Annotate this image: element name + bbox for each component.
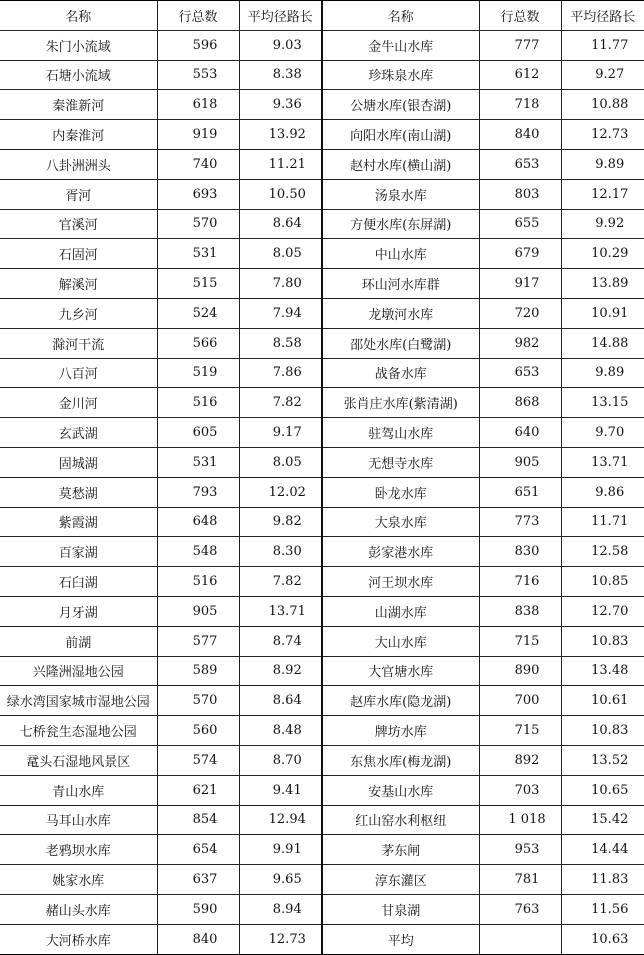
row-count-right-cell: 651 [479, 477, 561, 507]
name-right-cell: 大泉水库 [322, 507, 479, 537]
name-left-cell: 八百河 [0, 358, 157, 388]
avg-path-right-cell: 11.56 [561, 894, 644, 924]
avg-path-left-cell: 8.92 [239, 656, 322, 686]
name-left-cell: 石固河 [0, 239, 157, 269]
table-row [0, 269, 644, 299]
avg-path-left-cell: 10.50 [239, 179, 322, 209]
name-right-cell: 彭家港水库 [322, 537, 479, 567]
row-count-left-cell: 654 [157, 835, 239, 865]
table-row [0, 149, 644, 179]
table-row [0, 775, 644, 805]
table-row [0, 626, 644, 656]
avg-path-right-cell: 11.77 [561, 30, 644, 60]
header-name-right: 名称 [322, 1, 479, 31]
name-right-cell: 牌坊水库 [322, 716, 479, 746]
avg-path-right-cell: 10.85 [561, 567, 644, 597]
row-count-right-cell: 703 [479, 775, 561, 805]
row-count-right-cell: 917 [479, 269, 561, 299]
avg-path-right-cell: 10.65 [561, 775, 644, 805]
row-count-left-cell: 618 [157, 90, 239, 120]
name-right-cell: 驻驾山水库 [322, 418, 479, 448]
name-left-cell: 固城湖 [0, 447, 157, 477]
row-count-right-cell: 830 [479, 537, 561, 567]
table-row [0, 924, 644, 954]
row-count-left-cell: 637 [157, 865, 239, 895]
name-right-cell: 东焦水库(梅龙湖) [322, 745, 479, 775]
avg-path-right-cell: 9.92 [561, 209, 644, 239]
avg-path-left-cell: 9.65 [239, 865, 322, 895]
avg-path-right-cell: 12.73 [561, 120, 644, 150]
avg-path-left-cell: 12.94 [239, 805, 322, 835]
avg-path-right-cell: 9.86 [561, 477, 644, 507]
name-left-cell: 七桥瓮生态湿地公园 [0, 716, 157, 746]
table-row [0, 596, 644, 626]
name-right-cell: 公塘水库(银杏湖) [322, 90, 479, 120]
row-count-left-cell: 516 [157, 388, 239, 418]
row-count-right-cell: 700 [479, 686, 561, 716]
name-right-cell: 环山河水库群 [322, 269, 479, 299]
row-count-right-cell: 720 [479, 298, 561, 328]
row-count-right-cell: 715 [479, 626, 561, 656]
row-count-left-cell: 570 [157, 686, 239, 716]
avg-path-left-cell: 8.05 [239, 239, 322, 269]
avg-path-right-cell: 12.58 [561, 537, 644, 567]
row-count-left-cell: 919 [157, 120, 239, 150]
name-right-cell: 战备水库 [322, 358, 479, 388]
name-left-cell: 内秦淮河 [0, 120, 157, 150]
name-left-cell: 青山水库 [0, 775, 157, 805]
header-avg-path-right: 平均径路长 [561, 1, 644, 31]
row-count-right-cell: 640 [479, 418, 561, 448]
name-left-cell: 金川河 [0, 388, 157, 418]
name-right-cell: 珍珠泉水库 [322, 60, 479, 90]
table-row [0, 805, 644, 835]
name-right-cell: 安基山水库 [322, 775, 479, 805]
avg-path-left-cell: 9.36 [239, 90, 322, 120]
name-right-cell: 向阳水库(南山湖) [322, 120, 479, 150]
name-right-cell: 中山水库 [322, 239, 479, 269]
avg-path-right-cell: 9.89 [561, 358, 644, 388]
row-count-left-cell: 590 [157, 894, 239, 924]
row-count-right-cell: 716 [479, 567, 561, 597]
row-count-right-cell: 838 [479, 596, 561, 626]
name-left-cell: 官溪河 [0, 209, 157, 239]
name-left-cell: 百家湖 [0, 537, 157, 567]
row-count-left-cell: 621 [157, 775, 239, 805]
avg-path-right-cell: 12.70 [561, 596, 644, 626]
avg-path-left-cell: 8.05 [239, 447, 322, 477]
table-row [0, 656, 644, 686]
name-right-cell: 方便水库(东屏湖) [322, 209, 479, 239]
row-count-right-cell: 612 [479, 60, 561, 90]
row-count-left-cell: 515 [157, 269, 239, 299]
table-row [0, 388, 644, 418]
avg-path-right-cell: 10.88 [561, 90, 644, 120]
table-row [0, 358, 644, 388]
name-right-cell: 龙墩河水库 [322, 298, 479, 328]
row-count-right-cell: 777 [479, 30, 561, 60]
avg-path-left-cell: 8.64 [239, 209, 322, 239]
row-count-right-cell: 653 [479, 358, 561, 388]
name-right-cell: 淳东灌区 [322, 865, 479, 895]
name-left-cell: 胥河 [0, 179, 157, 209]
row-count-left-cell: 531 [157, 239, 239, 269]
name-left-cell: 石臼湖 [0, 567, 157, 597]
row-count-left-cell: 560 [157, 716, 239, 746]
name-right-cell: 山湖水库 [322, 596, 479, 626]
row-count-left-cell: 693 [157, 179, 239, 209]
avg-path-right-cell: 11.83 [561, 865, 644, 895]
name-right-cell: 无想寺水库 [322, 447, 479, 477]
avg-path-left-cell: 9.91 [239, 835, 322, 865]
avg-path-left-cell: 9.03 [239, 30, 322, 60]
table-row [0, 716, 644, 746]
avg-path-left-cell: 8.30 [239, 537, 322, 567]
name-left-cell: 绿水湾国家城市湿地公园 [0, 686, 157, 716]
avg-path-left-cell: 8.58 [239, 328, 322, 358]
row-count-right-cell: 982 [479, 328, 561, 358]
table-row [0, 537, 644, 567]
avg-path-left-cell: 8.74 [239, 626, 322, 656]
table-row [0, 239, 644, 269]
avg-path-right-cell: 14.88 [561, 328, 644, 358]
row-count-right-cell: 803 [479, 179, 561, 209]
avg-path-left-cell: 8.48 [239, 716, 322, 746]
avg-path-right-cell: 14.44 [561, 835, 644, 865]
avg-path-right-cell: 10.29 [561, 239, 644, 269]
row-count-right-cell: 773 [479, 507, 561, 537]
table-row [0, 179, 644, 209]
table-row [0, 120, 644, 150]
name-right-cell: 大官塘水库 [322, 656, 479, 686]
row-count-left-cell: 596 [157, 30, 239, 60]
name-left-cell: 兴隆洲湿地公园 [0, 656, 157, 686]
name-left-cell: 大河桥水库 [0, 924, 157, 954]
row-count-left-cell: 793 [157, 477, 239, 507]
row-count-left-cell: 553 [157, 60, 239, 90]
name-left-cell: 姚家水库 [0, 865, 157, 895]
table-row [0, 745, 644, 775]
avg-path-right-cell: 15.42 [561, 805, 644, 835]
row-count-left-cell: 589 [157, 656, 239, 686]
name-right-cell: 大山水库 [322, 626, 479, 656]
table-row [0, 507, 644, 537]
table-row [0, 90, 644, 120]
avg-path-right-cell: 9.89 [561, 149, 644, 179]
name-left-cell: 紫霞湖 [0, 507, 157, 537]
name-left-cell: 月牙湖 [0, 596, 157, 626]
table-row [0, 686, 644, 716]
avg-path-left-cell: 13.92 [239, 120, 322, 150]
row-count-right-cell: 718 [479, 90, 561, 120]
row-count-right-cell: 715 [479, 716, 561, 746]
name-right-cell: 赵库水库(隐龙湖) [322, 686, 479, 716]
row-count-left-cell: 566 [157, 328, 239, 358]
avg-path-left-cell: 8.94 [239, 894, 322, 924]
name-left-cell: 九乡河 [0, 298, 157, 328]
table-row [0, 328, 644, 358]
table-row [0, 30, 644, 60]
avg-path-right-cell: 10.83 [561, 716, 644, 746]
header-row-count-right: 行总数 [479, 1, 561, 31]
table-row [0, 209, 644, 239]
avg-path-left-cell: 12.73 [239, 924, 322, 954]
name-right-cell: 河王坝水库 [322, 567, 479, 597]
row-count-right-cell: 763 [479, 894, 561, 924]
name-right-cell: 汤泉水库 [322, 179, 479, 209]
row-count-left-cell: 516 [157, 567, 239, 597]
row-count-left-cell: 854 [157, 805, 239, 835]
name-left-cell: 马耳山水库 [0, 805, 157, 835]
row-count-left-cell: 524 [157, 298, 239, 328]
name-left-cell: 老鸦坝水库 [0, 835, 157, 865]
avg-path-right-cell: 10.83 [561, 626, 644, 656]
table-row [0, 567, 644, 597]
avg-path-right-cell: 10.91 [561, 298, 644, 328]
row-count-left-cell: 574 [157, 745, 239, 775]
table-body [0, 30, 644, 954]
row-count-left-cell: 519 [157, 358, 239, 388]
row-count-right-cell: 653 [479, 149, 561, 179]
row-count-right-cell: 679 [479, 239, 561, 269]
avg-path-left-cell: 9.41 [239, 775, 322, 805]
name-right-cell: 卧龙水库 [322, 477, 479, 507]
row-count-left-cell: 531 [157, 447, 239, 477]
avg-path-left-cell: 7.94 [239, 298, 322, 328]
avg-path-left-cell: 9.17 [239, 418, 322, 448]
avg-path-left-cell: 7.80 [239, 269, 322, 299]
name-left-cell: 赭山头水库 [0, 894, 157, 924]
row-count-right-cell: 892 [479, 745, 561, 775]
name-right-cell: 金牛山水库 [322, 30, 479, 60]
avg-path-left-cell: 8.70 [239, 745, 322, 775]
row-count-right-cell: 1 018 [479, 805, 561, 835]
table-row [0, 865, 644, 895]
row-count-right-cell [479, 924, 561, 954]
avg-path-left-cell: 12.02 [239, 477, 322, 507]
name-right-cell: 红山窑水利枢纽 [322, 805, 479, 835]
header-avg-path-left: 平均径路长 [239, 1, 322, 31]
name-right-cell: 赵村水库(横山湖) [322, 149, 479, 179]
avg-path-left-cell: 7.82 [239, 388, 322, 418]
row-count-right-cell: 953 [479, 835, 561, 865]
table-row [0, 447, 644, 477]
row-count-left-cell: 577 [157, 626, 239, 656]
header-row-count-left: 行总数 [157, 1, 239, 31]
avg-path-right-cell: 13.89 [561, 269, 644, 299]
avg-path-right-cell: 12.17 [561, 179, 644, 209]
row-count-right-cell: 781 [479, 865, 561, 895]
row-count-left-cell: 570 [157, 209, 239, 239]
name-left-cell: 鼋头石湿地风景区 [0, 745, 157, 775]
name-left-cell: 莫愁湖 [0, 477, 157, 507]
avg-path-right-cell: 13.71 [561, 447, 644, 477]
avg-path-left-cell: 13.71 [239, 596, 322, 626]
name-left-cell: 石塘小流域 [0, 60, 157, 90]
table-row [0, 60, 644, 90]
avg-path-left-cell: 8.64 [239, 686, 322, 716]
row-count-left-cell: 648 [157, 507, 239, 537]
row-count-left-cell: 840 [157, 924, 239, 954]
name-left-cell: 朱门小流域 [0, 30, 157, 60]
header-name-left: 名称 [0, 1, 157, 31]
row-count-right-cell: 840 [479, 120, 561, 150]
avg-path-right-cell: 13.52 [561, 745, 644, 775]
row-count-right-cell: 890 [479, 656, 561, 686]
name-left-cell: 秦淮新河 [0, 90, 157, 120]
name-right-cell: 平均 [322, 924, 479, 954]
table-row [0, 298, 644, 328]
avg-path-left-cell: 11.21 [239, 149, 322, 179]
table-row [0, 894, 644, 924]
avg-path-right-cell: 11.71 [561, 507, 644, 537]
name-left-cell: 八卦洲洲头 [0, 149, 157, 179]
name-left-cell: 解溪河 [0, 269, 157, 299]
name-right-cell: 甘泉湖 [322, 894, 479, 924]
row-count-right-cell: 868 [479, 388, 561, 418]
avg-path-right-cell: 9.70 [561, 418, 644, 448]
avg-path-right-cell: 10.63 [561, 924, 644, 954]
name-left-cell: 玄武湖 [0, 418, 157, 448]
row-count-left-cell: 905 [157, 596, 239, 626]
avg-path-right-cell: 9.27 [561, 60, 644, 90]
name-left-cell: 滁河干流 [0, 328, 157, 358]
avg-path-left-cell: 8.38 [239, 60, 322, 90]
name-right-cell: 邵处水库(白鹭湖) [322, 328, 479, 358]
row-count-right-cell: 655 [479, 209, 561, 239]
name-left-cell: 前湖 [0, 626, 157, 656]
table-row [0, 477, 644, 507]
row-count-left-cell: 605 [157, 418, 239, 448]
table-row [0, 835, 644, 865]
avg-path-right-cell: 13.15 [561, 388, 644, 418]
row-count-left-cell: 740 [157, 149, 239, 179]
row-count-left-cell: 548 [157, 537, 239, 567]
table-row [0, 418, 644, 448]
avg-path-right-cell: 13.48 [561, 656, 644, 686]
name-right-cell: 茅东闸 [322, 835, 479, 865]
avg-path-right-cell: 10.61 [561, 686, 644, 716]
row-count-right-cell: 905 [479, 447, 561, 477]
name-right-cell: 张肖庄水库(紫清湖) [322, 388, 479, 418]
avg-path-left-cell: 9.82 [239, 507, 322, 537]
header-row [0, 1, 644, 31]
avg-path-left-cell: 7.86 [239, 358, 322, 388]
avg-path-left-cell: 7.82 [239, 567, 322, 597]
